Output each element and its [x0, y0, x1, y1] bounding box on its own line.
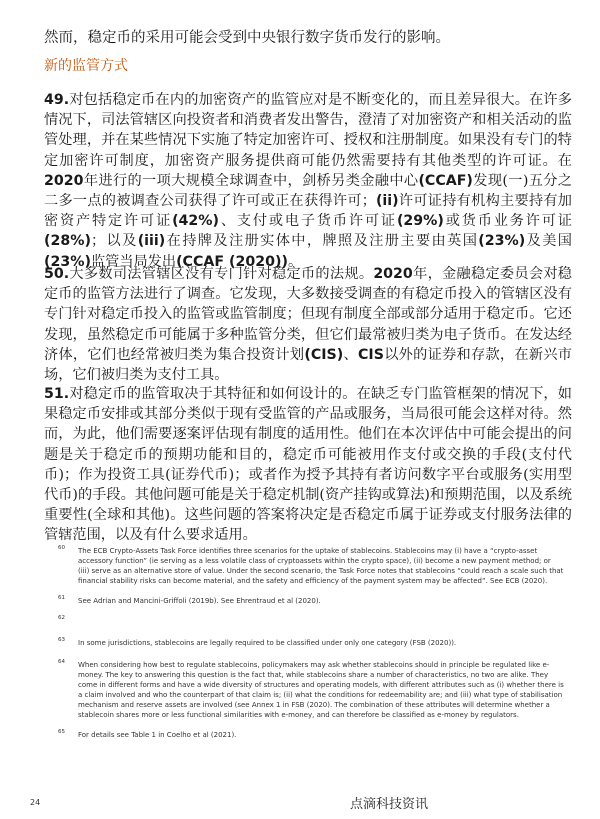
- footnote-number: 65: [58, 729, 65, 735]
- footnote-number: 64: [58, 659, 65, 665]
- page-number: 24: [30, 798, 41, 807]
- footnote-text: For details see Table 1 in Coelho et al (2021).: [78, 731, 237, 739]
- footnote-number: 63: [58, 637, 65, 643]
- footnote: [44, 596, 564, 606]
- footnote-number: 60: [58, 545, 65, 551]
- footnote: [44, 546, 564, 586]
- paragraph-50: 50.大多数司法管辖区没有专门针对稳定币的法规。2020年，金融稳定委员会对稳定币的监管方法进行了调查。它发现，大多数接受调查的有稳定币投入的管辖区没有专门针对稳定币投入的监管或监管制度；但现有制度全部或部分适用于稳定币。它还发现，虽然稳定币可能属于多种监管分类，但它们最常被归类为电子货币。在发达经济体，它们也经常被归类为集合投资计划(CIS)、CIS以外的证券和存款，在新兴市场，它们被归类为支付工具。: [44, 266, 572, 384]
- intro-sentence: 然而，稳定币的采用可能会受到中央银行数字货币发行的影响。: [44, 30, 450, 46]
- footnotes: [44, 546, 564, 740]
- footnote: [44, 730, 564, 740]
- watermark-text: 点滴科技资讯: [350, 797, 429, 812]
- footnote-number: 61: [58, 595, 65, 601]
- footnote-text: See Adrian and Mancini-Griffoli (2019b). See Ehrentraud et al (2020).: [78, 597, 321, 605]
- footnote: [44, 638, 564, 648]
- footnote: [44, 660, 564, 720]
- footnote: [44, 616, 564, 626]
- footnote-text: When considering how best to regulate stablecoins, policymakers may ask whether stablecoins should in principle be regulated like e-money. The key to answering this question is the fact that, while stablecoins share a number of characteristics, no two are alike. They come in different forms and have a wide diversity of structures and operating models, with different attributes such as (i) whether there is a claim involved and who the counterpart of that claim is; (ii) what the conditions for redeemability are; and (iii) what type of stabilisation mechanism and reserve assets are involved (see Annex 1 in FSB (2020). The combination of these attributes will determine whether a stablecoin shares more or less functional similarities with e-money, and can therefore be classified as e-money by regulators.: [78, 661, 564, 719]
- paragraph-number: 50.: [44, 266, 70, 282]
- footnote-text: In some jurisdictions, stablecoins are legally required to be classified under only one category (FSB (2020)).: [78, 639, 457, 647]
- paragraph-49: 49.对包括稳定币在内的加密资产的监管应对是不断变化的，而且差异很大。在许多情况下，司法管辖区向投资者和消费者发出警告，澄清了对加密资产和相关活动的监管处理，并在某些情况下实施了特定加密许可、授权和注册制度。如果没有专门的特定加密许可制度，加密资产服务提供商可能仍然需要持有其他类型的许可证。在2020年进行的一项大规模全球调查中，剑桥另类金融中心(CCAF)发现(一)五分之二多一点的被调查公司获得了许可或正在获得许可；(ii)许可证持有机构主要持有加密资产特定许可证(42%)、支付或电子货币许可证(29%)或货币业务许可证(28%)；以及(iii)在持牌及注册实体中，牌照及注册主要由英国(23%)及美国(23%)监管当局发出(CCAF (2020))。: [44, 92, 572, 270]
- paragraph-number: 49.: [44, 92, 70, 108]
- footnote-text: The ECB Crypto-Assets Task Force identifies three scenarios for the uptake of stablecoins. Stablecoins may (i) have a “crypto-asset accessory function” (ie serving as a less volatile class of cryptoassets within the crypto space), (ii) become a new payment method; or (iii) serve as an alternative store of value. Under the second scenario, the Task Force notes that stablecoins “could reach a scale such that financial stability risks can become material, and the safety and efficiency of the payment system may be affected”. See ECB (2020).: [78, 547, 564, 585]
- paragraph-51: 51.对稳定币的监管取决于其特征和如何设计的。在缺乏专门监管框架的情况下，如果稳定币安排或其部分类似于现有受监管的产品或服务，当局很可能会这样对待。然而，为此，他们需要逐案评估现有制度的适用性。他们在本次评估中可能会提出的问题是关于稳定币的预期功能和目的，稳定币可能被用作支付或交换的手段(支付代币)；作为投资工具(证券代币)；或者作为授予其持有者访问数字平台或服务(实用型代币)的手段。其他问题可能是关于稳定机制(资产挂钩或算法)和预期范围，以及系统重要性(全球和其他)。这些问题的答案将决定是否稳定币属于证券或支付服务法律的管辖范围，以及有什么要求适用。: [44, 386, 572, 544]
- footnote-number: 62: [58, 615, 65, 621]
- section-heading: 新的监管方式: [44, 58, 128, 74]
- paragraph-number: 51.: [44, 386, 70, 402]
